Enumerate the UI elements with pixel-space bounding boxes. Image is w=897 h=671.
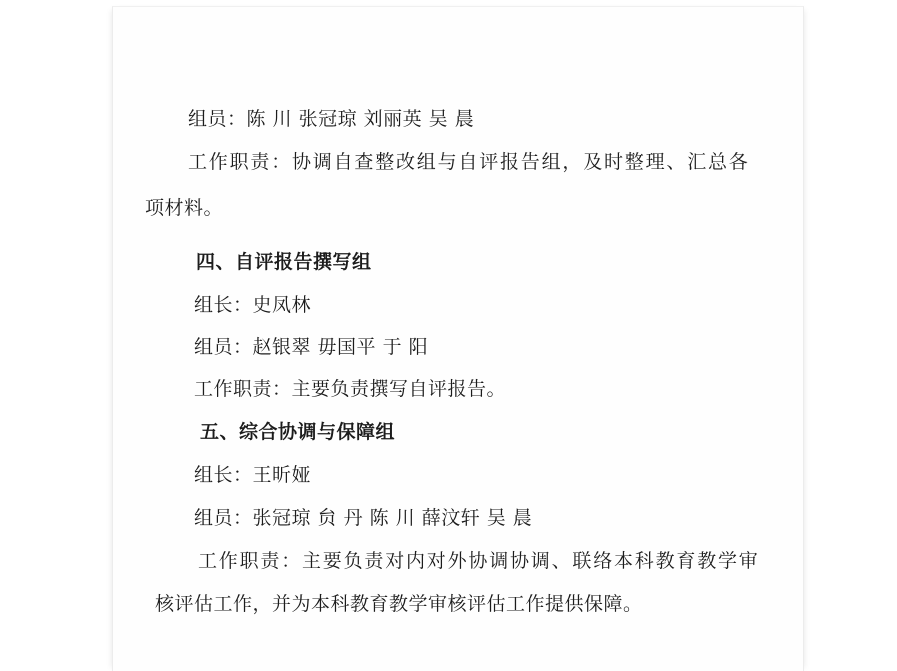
duties-line-group5-part1: 工作职责：主要负责对内对外协调协调、联络本科教育教学审 [198, 550, 760, 572]
duties-line-group3-part2: 项材料。 [145, 197, 224, 219]
section-heading-coordination: 五、综合协调与保障组 [200, 421, 396, 443]
leader-line-group4: 组长：史凤林 [194, 294, 312, 316]
duties-line-group5-part2: 核评估工作，并为本科教育教学审核评估工作提供保障。 [155, 593, 643, 615]
leader-line-group5: 组长：王昕娅 [194, 464, 312, 486]
duties-line-group4: 工作职责：主要负责撰写自评报告。 [194, 378, 507, 400]
section-heading-report-writing: 四、自评报告撰写组 [196, 251, 372, 273]
members-line-group4: 组员：赵银翠 毋国平 于 阳 [194, 336, 429, 358]
members-line-group3: 组员：陈 川 张冠琼 刘丽英 吴 晨 [188, 108, 475, 130]
duties-line-group3-part1: 工作职责：协调自查整改组与自评报告组，及时整理、汇总各 [188, 151, 750, 173]
members-line-group5: 组员：张冠琼 贠 丹 陈 川 薛汶轩 吴 晨 [194, 507, 533, 529]
